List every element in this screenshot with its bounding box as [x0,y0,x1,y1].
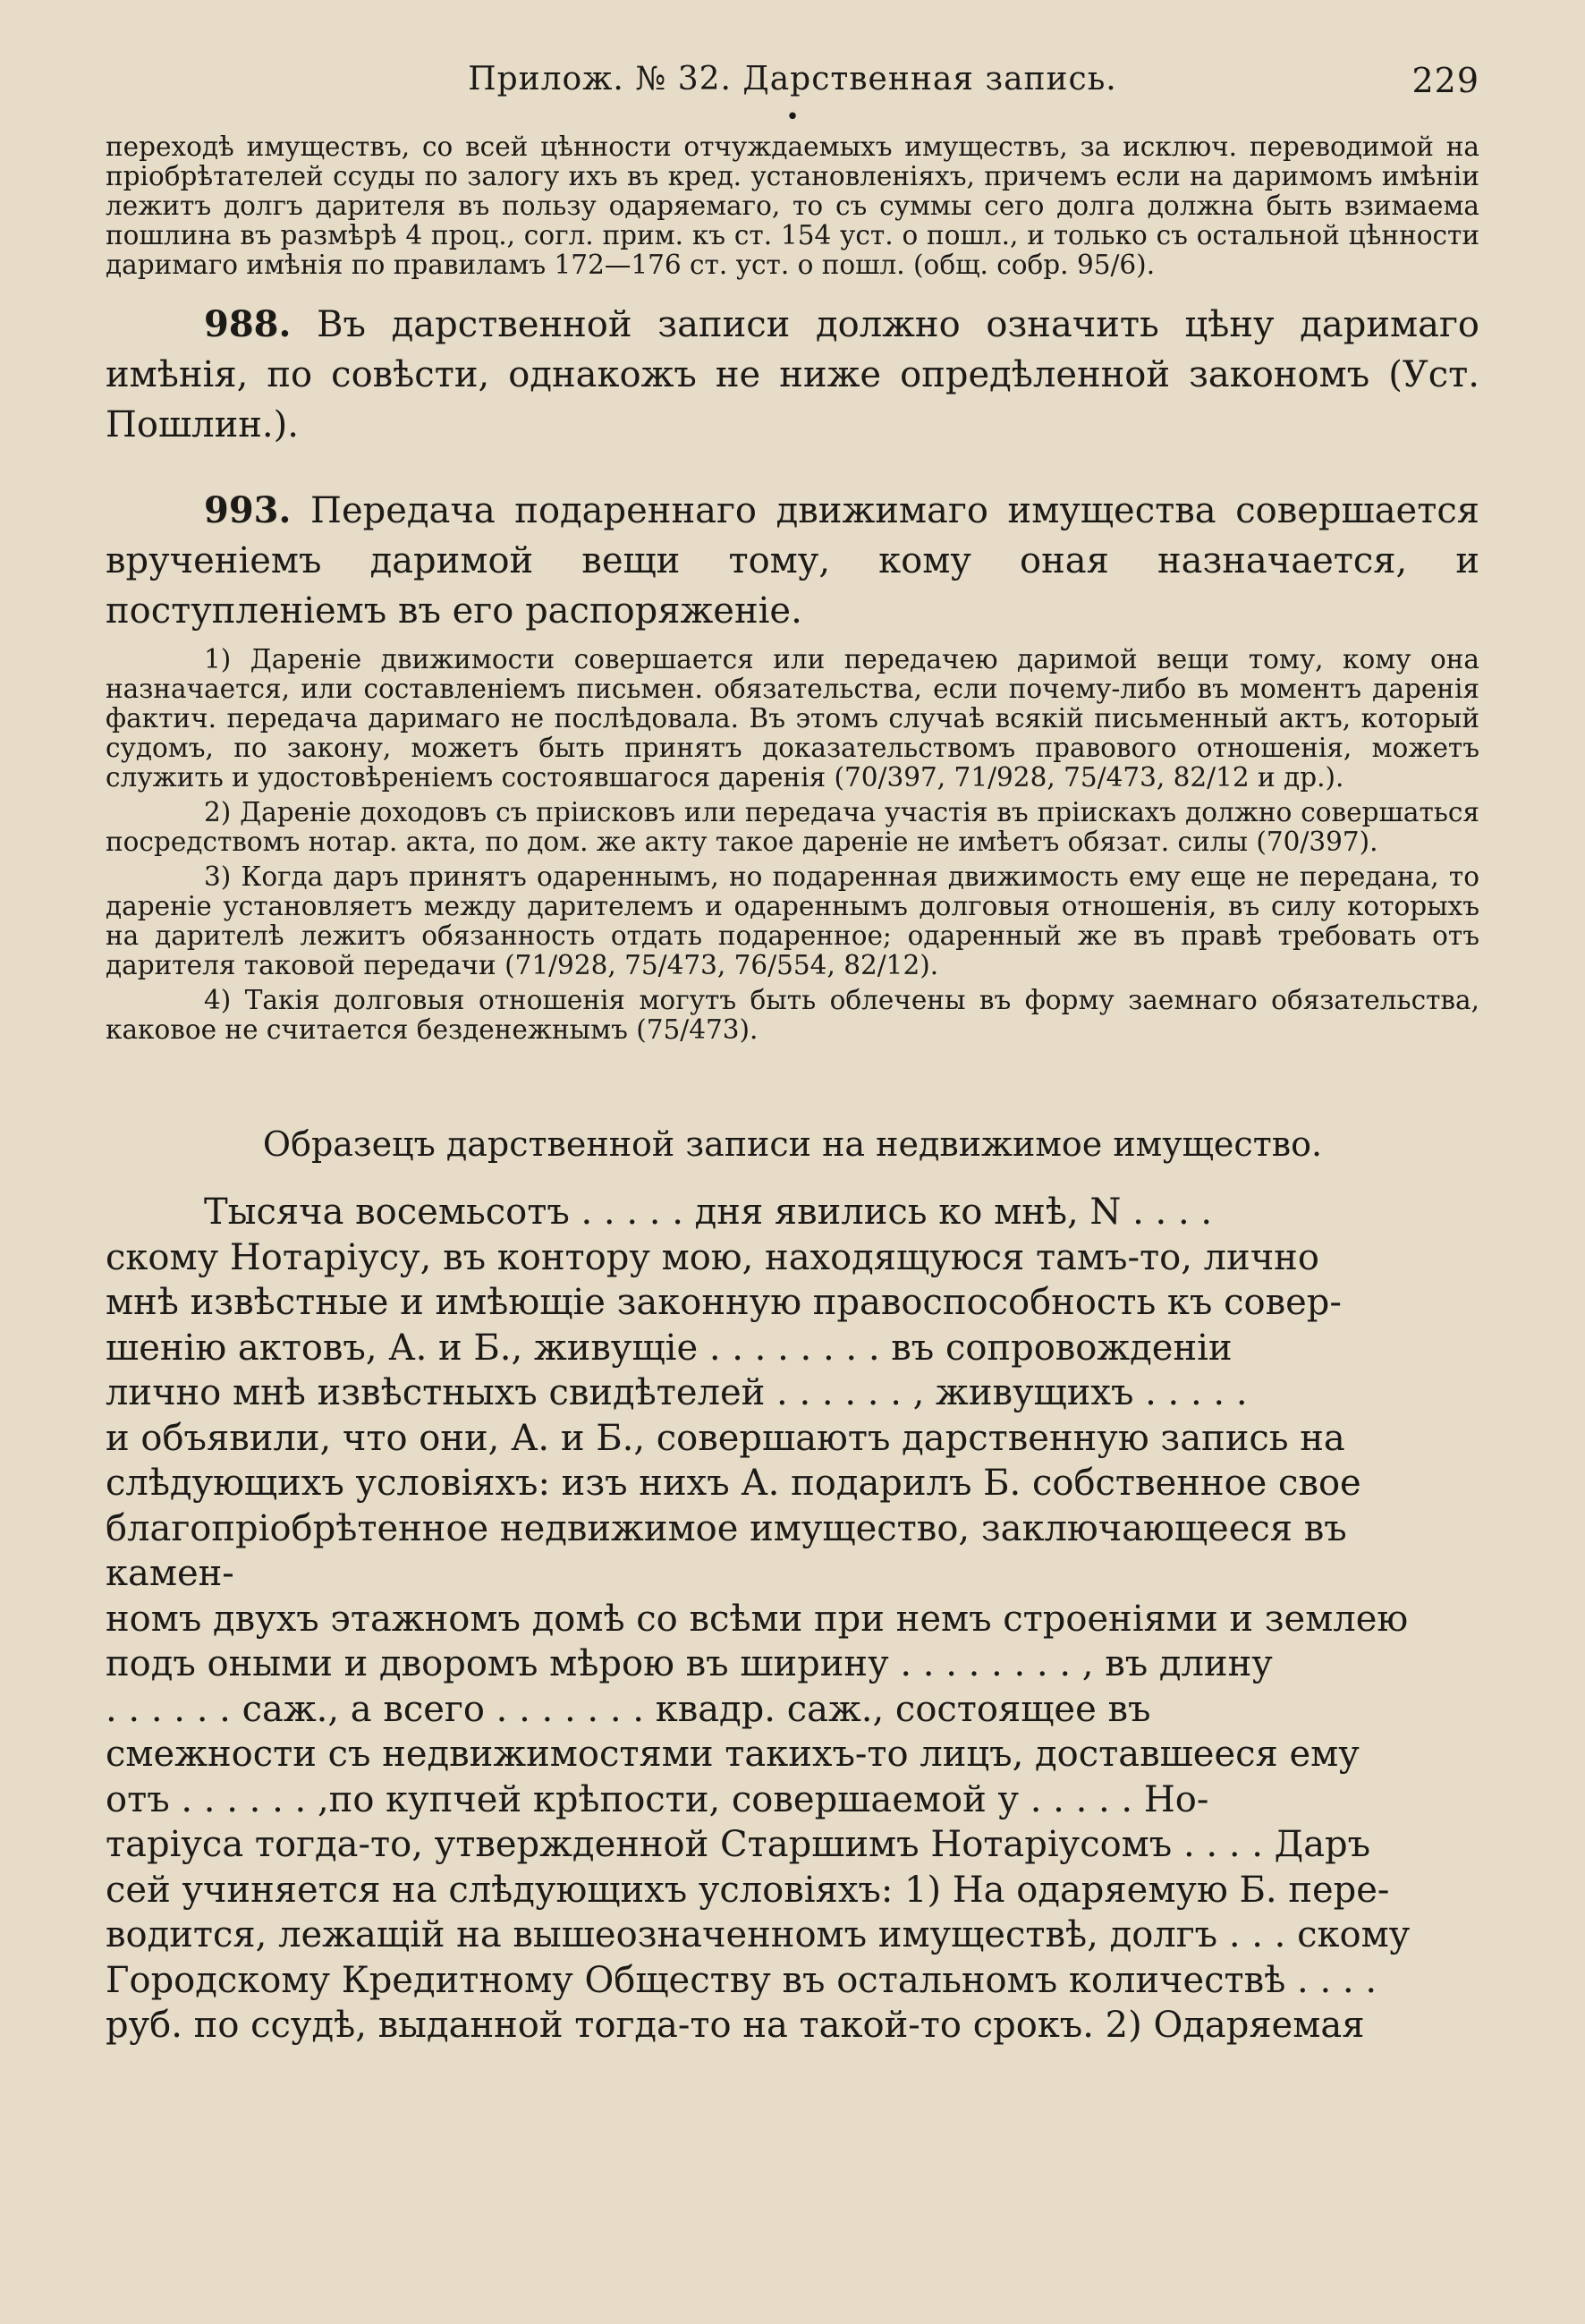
sample-line: отъ . . . . . . ,по купчей крѣпости, совершаемой у . . . . . Но- [106,1778,1209,1820]
article-text: Передача подареннаго движимаго имущества совершается врученіемъ даримой вещи тому, кому оная назначается, и поступленіемъ въ его распоряженіе. [106,490,1479,632]
article-number: 988. [204,303,292,345]
sample-line: . . . . . . саж., а всего . . . . . . . квадр. саж., состоящее въ [106,1688,1151,1730]
sample-line: шенію актовъ, А. и Б., живущіе . . . . . . . . въ сопровожденіи [106,1327,1233,1369]
article-text: Въ дарственной записи должно означить цѣну даримаго имѣнія, по совѣсти, однакожъ не ниже опредѣленной закономъ (Уст. Пошлин.). [106,304,1479,445]
sample-line: Тысяча восемьсотъ . . . . . дня явились ко мнѣ, N . . . . [204,1192,1213,1233]
continued-paragraph: переходѣ имуществъ, со всей цѣнности отчуждаемыхъ имуществъ, за исключ. переводимой на пріобрѣтателей ссуды по залогу ихъ въ кред. установленіяхъ, причемъ если на даримомъ имѣніи лежитъ долгъ дарителя въ пользу одаряемаго, то съ суммы сего долга должна быть взимаема пошлина въ размѣрѣ 4 проц., согл. прим. къ ст. 154 уст. о пошл., и только съ остальной цѣнности даримаго имѣнія по правиламъ 172—176 ст. уст. о пошл. (общ. собр. 95/6). [106,131,1479,280]
note-3: 3) Когда даръ принятъ одареннымъ, но подаренная движимость ему еще не передана, то дареніе установляетъ между дарителемъ и одареннымъ долговыя отношенія, въ силу которыхъ на дарителѣ лежитъ обязанность отдать подаренное; одаренный же въ правѣ требовать отъ дарителя таковой передачи (71/928, 75/473, 76/554, 82/12). [106,861,1479,980]
sample-line: и объявили, что они, А. и Б., совершаютъ дарственную запись на [106,1417,1345,1459]
sample-body [106,1190,1479,2048]
article-993 [106,486,1479,636]
sample-line: сей учиняется на слѣдующихъ условіяхъ: 1) На одаряемую Б. пере- [106,1869,1390,1911]
sample-line: номъ двухъ этажномъ домѣ со всѣми при немъ строеніями и землею [106,1598,1409,1640]
sample-line: подъ оными и дворомъ мѣрою въ ширину . . . . . . . . , въ длину [106,1643,1273,1684]
running-title: Прилож. № 32. Дарственная запись. [468,61,1117,98]
article-number: 993. [204,489,292,531]
sample-line: руб. по ссудѣ, выданной тогда-то на такой-то срокъ. 2) Одаряемая [106,2005,1365,2046]
note-4: 4) Такія долговыя отношенія могутъ быть облечены въ форму заемнаго обязательства, каковое не считается безденежнымъ (75/473). [106,985,1479,1045]
note-1: 1) Дареніе движимости совершается или передачею даримой вещи тому, кому она назначается, или составленіемъ письмен. обязательства, если почему-либо въ моментъ даренія фактич. передача даримаго не послѣдовала. Въ этомъ случаѣ всякій письменный актъ, который судомъ, по закону, можетъ быть принятъ доказательствомъ правового отношенія, можетъ служить и удостовѣреніемъ состоявшагося даренія (70/397, 71/928, 75/473, 82/12 и др.). [106,644,1479,793]
sample-line: скому Нотаріусу, въ контору мою, находящуюся тамъ-то, лично [106,1236,1319,1278]
sample-line: таріуса тогда-то, утвержденной Старшимъ Нотаріусомъ . . . . Даръ [106,1824,1371,1865]
ink-mark: • [785,104,800,131]
running-head [106,55,1479,113]
sample-line: благопріобрѣтенное недвижимое имущество, заключающееся въ камен- [106,1507,1347,1594]
sample-line: смежности съ недвижимостями такихъ-то лицъ, доставшееся ему [106,1734,1360,1775]
note-2: 2) Дареніе доходовъ съ пріисковъ или передача участія въ пріискахъ должно совершаться посредствомъ нотар. акта, по дом. же акту такое дареніе не имѣетъ обязат. силы (70/397). [106,797,1479,857]
sample-line: водится, лежащій на вышеозначенномъ имуществѣ, долгъ . . . скому [106,1914,1411,1955]
sample-line: Городскому Кредитному Обществу въ остальномъ количествѣ . . . . [106,1959,1377,2001]
sample-heading: Образецъ дарственной записи на недвижимое имущество. [262,1124,1323,1164]
sample-line: слѣдующихъ условіяхъ: изъ нихъ А. подарилъ Б. собственное свое [106,1463,1361,1504]
page-number: 229 [1411,61,1479,100]
sample-line: мнѣ извѣстные и имѣющіе законную правоспособность къ совер- [106,1282,1342,1323]
sample-line: лично мнѣ извѣстныхъ свидѣтелей . . . . . . , живущихъ . . . . . [106,1372,1248,1413]
article-988 [106,300,1479,450]
